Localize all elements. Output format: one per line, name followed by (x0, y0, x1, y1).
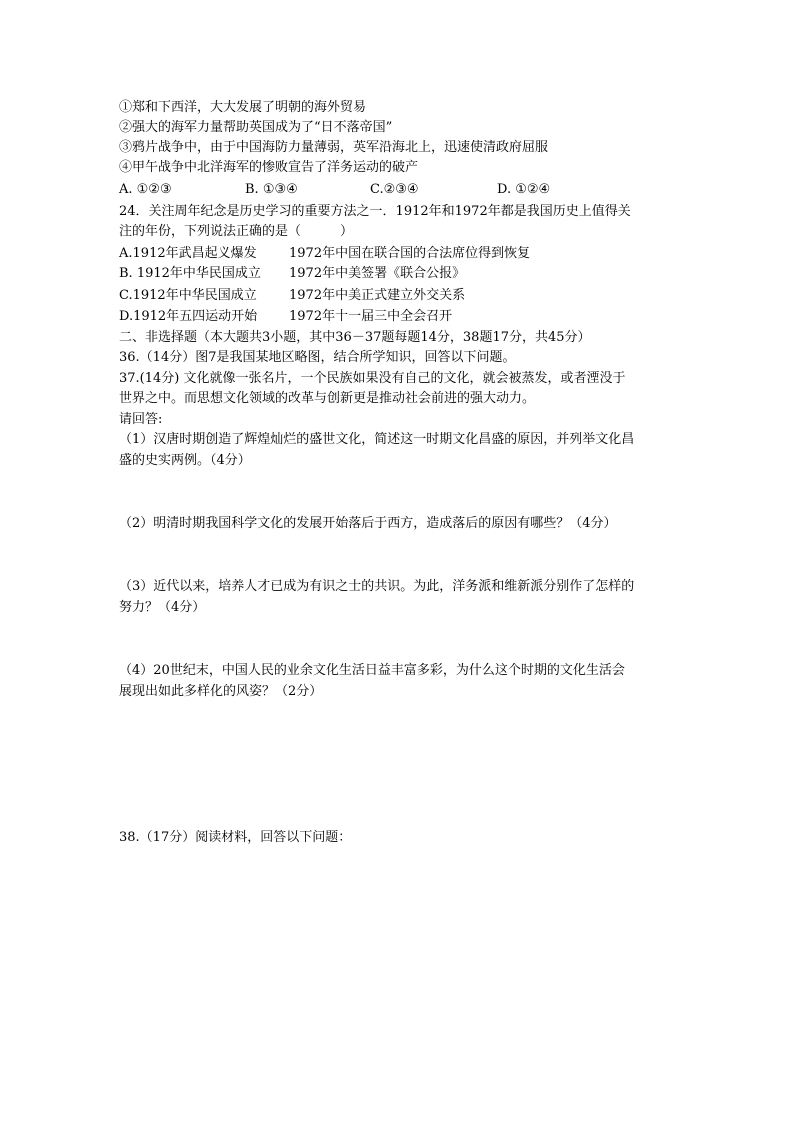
q23-option-d: D. ①②④ (497, 182, 551, 197)
q24-option-d-right: 1972年十一届三中全会召开 (289, 309, 453, 324)
q23-option-a: A. ①②③ (119, 182, 172, 197)
q37-sub2: （2）明清时期我国科学文化的发展开始落后于西方，造成落后的原因有哪些？（4分） (119, 516, 617, 531)
q37-sub4-line1: （4）20世纪末，中国人民的业余文化生活日益丰富多彩，为什么这个时期的文化生活会 (119, 663, 625, 678)
q23-item-1: ①郑和下西洋，大大发展了明朝的海外贸易 (119, 100, 367, 115)
q24-option-b-right: 1972年中美签署《联合公报》 (289, 266, 466, 281)
q23-item-3: ③鸦片战争中，由于中国海防力量薄弱，英军沿海北上，迅速使清政府屈服 (119, 140, 549, 155)
q24-option-row (119, 264, 679, 284)
q37-sub4-line2: 展现出如此多样化的风姿？（2分） (119, 684, 323, 699)
q24-stem-line2: 注的年份，下列说法正确的是（ ） (119, 224, 354, 239)
q37-sub3-line2: 努力？（4分） (119, 600, 206, 615)
q37-stem-line1: 37.(14分) 文化就像一张名片，一个民族如果没有自己的文化，就会被蒸发，或者湮没于 (119, 371, 626, 386)
q23-option-b: B. ①③④ (245, 182, 298, 197)
q24-option-c-right: 1972年中美正式建立外交关系 (289, 288, 466, 303)
q24-option-c-left: C.1912年中华民国成立 (119, 288, 257, 303)
q37-sub1-line2: 盛的史实两例。（4分） (119, 453, 251, 468)
q23-item-2: ②强大的海军力量帮助英国成为了“日不落帝国” (119, 120, 393, 135)
q37-stem-line2: 世界之中。而思想文化领域的改革与创新更是推动社会前进的强大动力。 (119, 391, 536, 406)
q37-sub3-line1: （3）近代以来，培养人才已成为有识之士的共识。为此，洋务派和维新派分别作了怎样的 (119, 579, 635, 594)
q36-stem: 36.（14分）图7是我国某地区略图，结合所学知识，回答以下问题。 (119, 350, 516, 365)
q24-option-a-right: 1972年中国在联合国的合法席位得到恢复 (289, 246, 531, 261)
q24-option-b-left: B. 1912年中华民国成立 (119, 266, 261, 281)
q24-option-row (119, 244, 679, 264)
q24-option-a-left: A.1912年武昌起义爆发 (119, 246, 257, 261)
q23-item-4: ④甲午战争中北洋海军的惨败宣告了洋务运动的破产 (119, 160, 419, 175)
q23-option-c: C.②③④ (370, 182, 419, 197)
q24-stem-line1: 24．关注周年纪念是历史学习的重要方法之一．1912年和1972年都是我国历史上值得关 (119, 204, 631, 219)
q24-option-d-left: D.1912年五四运动开始 (119, 309, 258, 324)
q37-sub1-line1: （1）汉唐时期创造了辉煌灿烂的盛世文化，简述这一时期文化昌盛的原因，并列举文化昌 (119, 432, 635, 447)
q24-option-row (119, 286, 679, 306)
q24-option-row (119, 307, 679, 327)
section2-heading: 二、非选择题（本大题共3小题，其中36－37题每题14分，38题17分，共45分） (119, 330, 591, 345)
q37-prompt: 请回答: (119, 412, 163, 427)
q38-stem: 38.（17分）阅读材料，回答以下问题： (119, 830, 352, 845)
